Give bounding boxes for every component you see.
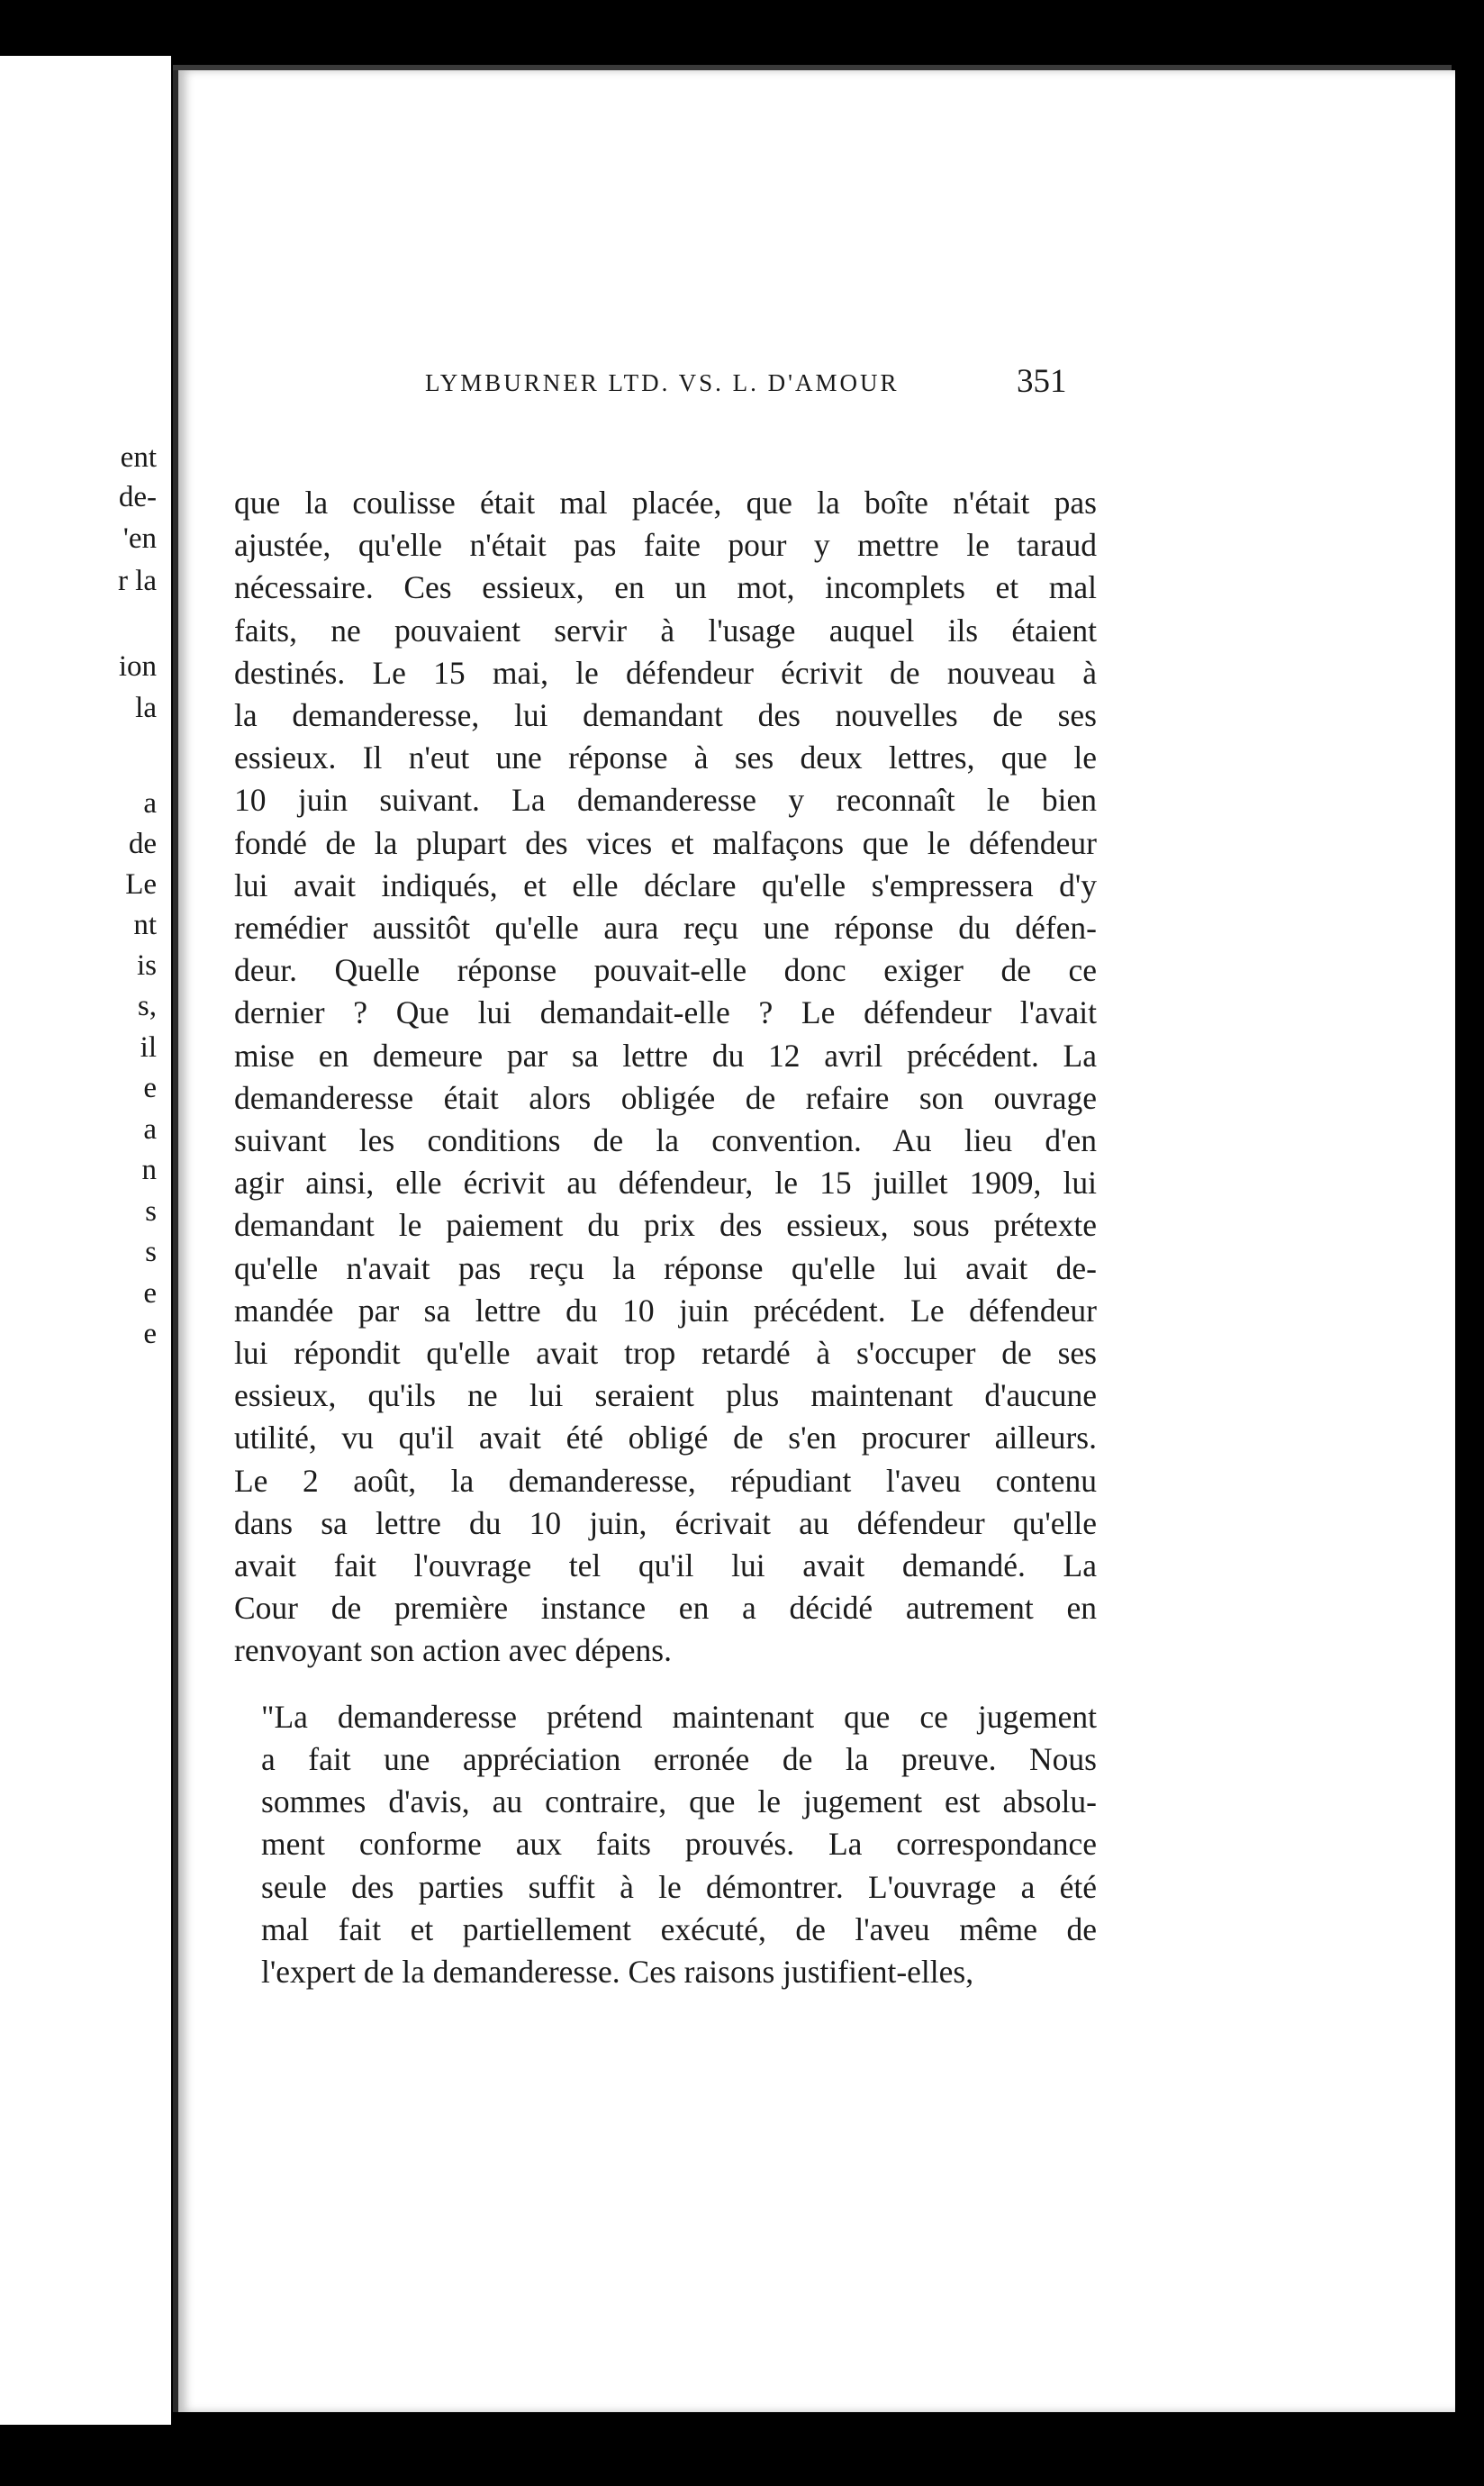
text-line: lui répondit qu'elle avait trop retardé à s'occuper de ses: [234, 1335, 1097, 1372]
text-line: lui avait indiqués, et elle déclare qu'elle s'empressera d'y: [234, 866, 1097, 903]
text-line: ajustée, qu'elle n'était pas faite pour y mettre le taraud: [234, 527, 1097, 564]
text-line: mal fait et partiellement exécuté, de l'aveu même de: [261, 1910, 1097, 1947]
text-line: que la coulisse était mal placée, que la boîte n'était pas: [234, 485, 1097, 521]
text-line: deur. Quelle réponse pouvait-elle donc exiger de ce: [234, 952, 1097, 989]
facing-page-text-fragments: [0, 56, 171, 2425]
text-line: ment conforme aux faits prouvés. La correspondance: [261, 1826, 1097, 1863]
facing-page-fragment: de-: [118, 481, 157, 513]
facing-page-fragment: Le: [125, 868, 157, 901]
facing-page-fragment: s,: [137, 990, 157, 1022]
text-line: renvoyant son action avec dépens.: [234, 1632, 672, 1669]
running-head: [213, 342, 1113, 423]
text-line: mandée par sa lettre du 10 juin précédent. Le défendeur: [234, 1292, 1097, 1329]
text-line: l'expert de la demanderesse. Ces raisons justifient-elles,: [261, 1953, 974, 1990]
text-line: "La demanderesse prétend maintenant que ce jugement: [261, 1698, 1097, 1735]
text-line: avait fait l'ouvrage tel qu'il lui avait demandé. La: [234, 1547, 1097, 1584]
text-line: seule des parties suffit à le démontrer. L'ouvrage a été: [261, 1868, 1097, 1905]
facing-page-fragment: 'en: [122, 522, 157, 555]
text-line: fondé de la plupart des vices et malfaçons que le défendeur: [234, 824, 1097, 861]
text-line: la demanderesse, lui demandant des nouvelles de ses: [234, 697, 1097, 734]
facing-page-fragment: de: [128, 828, 157, 860]
text-line: dans sa lettre du 10 juin, écrivait au défendeur qu'elle: [234, 1504, 1097, 1541]
facing-page-fragment: a: [143, 787, 157, 820]
text-line: agir ainsi, elle écrivit au défendeur, le 15 juillet 1909, lui: [234, 1165, 1097, 1202]
text-line: a fait une appréciation erronée de la preuve. Nous: [261, 1740, 1097, 1777]
running-title: LYMBURNER LTD. VS. L. D'AMOUR: [425, 369, 900, 396]
facing-page-fragment: e: [143, 1277, 157, 1310]
paragraph: [234, 1696, 1097, 1993]
facing-page-fragment: la: [135, 692, 157, 724]
facing-page-fragment: s: [145, 1195, 157, 1228]
text-line: 10 juin suivant. La demanderesse y reconnaît le bien: [234, 782, 1097, 819]
text-line: utilité, vu qu'il avait été obligé de s'en procurer ailleurs.: [234, 1420, 1097, 1456]
text-line: destinés. Le 15 mai, le défendeur écrivit de nouveau à: [234, 654, 1097, 691]
facing-page-fragment: nt: [133, 909, 157, 941]
facing-page-fragment: n: [141, 1154, 157, 1186]
text-line: dernier ? Que lui demandait-elle ? Le défendeur l'avait: [234, 994, 1097, 1031]
text-line: suivant les conditions de la convention. Au lieu d'en: [234, 1122, 1097, 1159]
facing-page-fragment: e: [143, 1318, 157, 1350]
facing-page-fragment: ion: [118, 650, 157, 683]
text-line: demanderesse était alors obligée de refaire son ouvrage: [234, 1079, 1097, 1116]
text-line: faits, ne pouvaient servir à l'usage auquel ils étaient: [234, 612, 1097, 649]
text-line: essieux. Il n'eut une réponse à ses deux lettres, que le: [234, 739, 1097, 776]
facing-page-left: [0, 56, 171, 2425]
text-line: remédier aussitôt qu'elle aura reçu une réponse du défen-: [234, 910, 1097, 947]
facing-page-fragment: is: [136, 949, 157, 982]
facing-page-fragment: a: [143, 1113, 157, 1146]
facing-page-fragment: ent: [120, 441, 157, 474]
page-body-text: [234, 482, 1097, 1993]
text-line: Le 2 août, la demanderesse, répudiant l'aveu contenu: [234, 1462, 1097, 1499]
text-line: demandant le paiement du prix des essieux, sous prétexte: [234, 1207, 1097, 1244]
page-number: 351: [1017, 363, 1067, 400]
paragraph: [234, 482, 1097, 1673]
facing-page-fragment: e: [143, 1072, 157, 1104]
text-line: Cour de première instance en a décidé autrement en: [234, 1590, 1097, 1627]
text-line: qu'elle n'avait pas reçu la réponse qu'elle lui avait de-: [234, 1249, 1097, 1286]
facing-page-fragment: il: [140, 1031, 157, 1064]
text-line: essieux, qu'ils ne lui seraient plus maintenant d'aucune: [234, 1377, 1097, 1414]
facing-page-fragment: r la: [117, 565, 157, 597]
facing-page-fragment: s: [145, 1236, 157, 1268]
text-line: mise en demeure par sa lettre du 12 avril précédent. La: [234, 1037, 1097, 1074]
text-line: nécessaire. Ces essieux, en un mot, incomplets et mal: [234, 569, 1097, 606]
text-line: sommes d'avis, au contraire, que le jugement est absolu-: [261, 1783, 1097, 1820]
